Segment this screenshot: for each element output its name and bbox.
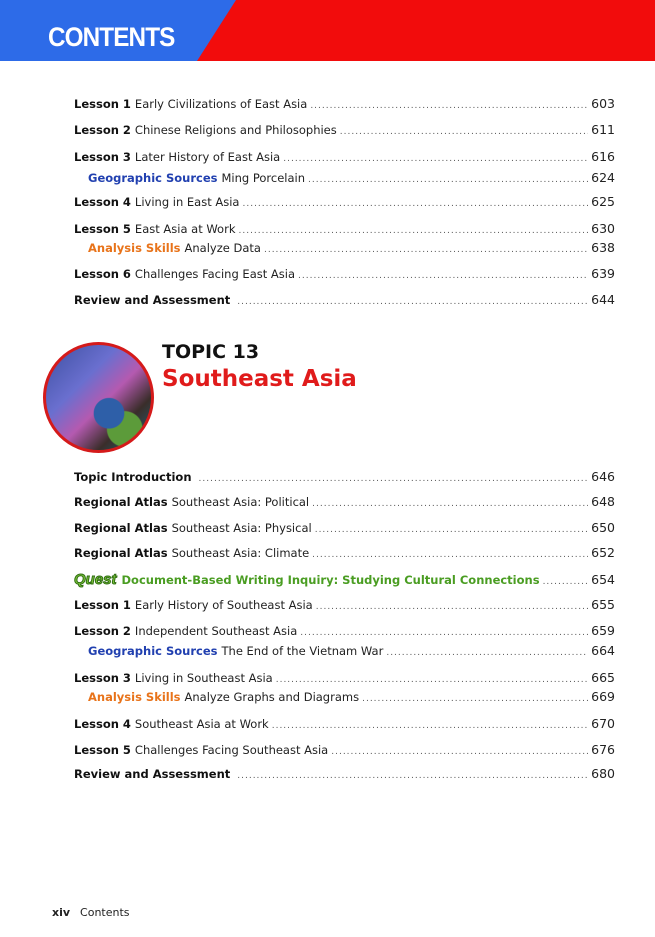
toc-entry[interactable] [74, 597, 615, 612]
dot-leader [242, 199, 588, 209]
toc-entry[interactable] [74, 545, 615, 560]
entry-type: Lesson 1 [74, 97, 131, 111]
dot-leader [386, 648, 588, 658]
entry-title: Living in Southeast Asia [134, 671, 273, 685]
entry-title: Analyze Data [184, 241, 261, 255]
dot-leader [308, 175, 588, 185]
entry-title: Southeast Asia: Physical [171, 521, 312, 535]
toc-entry[interactable] [74, 149, 615, 164]
footer-label: Contents [80, 906, 130, 919]
entry-title: Analyze Graphs and Diagrams [184, 690, 360, 704]
dot-leader [237, 297, 588, 307]
entry-type: Analysis Skills [88, 241, 181, 255]
footer [52, 906, 130, 919]
dot-leader [199, 474, 589, 484]
toc-entry[interactable] [74, 122, 615, 137]
page-number: 646 [591, 469, 615, 484]
toc-entry[interactable] [74, 766, 615, 781]
page-number: 669 [591, 689, 615, 704]
toc-entry[interactable] [74, 623, 615, 638]
page-number: 676 [591, 742, 615, 757]
page-number: 603 [591, 96, 615, 111]
entry-title: Early History of Southeast Asia [134, 598, 313, 612]
page-number: 655 [591, 597, 615, 612]
quest-logo: Quest [74, 571, 117, 588]
toc-entry[interactable] [74, 221, 615, 236]
entry-type: Regional Atlas [74, 521, 168, 535]
entry-type: Lesson 1 [74, 598, 131, 612]
entry-type: Lesson 3 [74, 150, 131, 164]
page-number: 659 [591, 623, 615, 638]
dot-leader [315, 525, 588, 535]
entry-type: Topic Introduction [74, 470, 192, 484]
entry-type: Review and Assessment [74, 293, 231, 307]
entry-type: Regional Atlas [74, 546, 168, 560]
toc-entry[interactable] [74, 292, 615, 307]
toc-entry[interactable] [74, 494, 615, 509]
page-number: 625 [591, 194, 615, 209]
topic-number: TOPIC 13 [162, 341, 260, 363]
entry-title: Later History of East Asia [134, 150, 281, 164]
folio: xiv [52, 906, 71, 919]
entry-title: Southeast Asia: Political [171, 495, 310, 509]
entry-title: Southeast Asia at Work [134, 717, 269, 731]
dot-leader [264, 245, 588, 255]
dot-leader [300, 628, 588, 638]
toc-entry[interactable] [74, 716, 615, 731]
dot-leader [283, 154, 588, 164]
toc-entry[interactable] [74, 469, 615, 484]
toc-entry[interactable] [88, 689, 615, 704]
header-banner [0, 0, 655, 61]
entry-title: Ming Porcelain [221, 171, 306, 185]
dot-leader [316, 602, 588, 612]
page-number: 639 [591, 266, 615, 281]
entry-type: Geographic Sources [88, 644, 218, 658]
entry-title: Challenges Facing East Asia [134, 267, 296, 281]
dot-leader [543, 577, 589, 587]
topic-photo [43, 342, 154, 453]
dot-leader [312, 550, 588, 560]
toc-entry[interactable] [74, 266, 615, 281]
toc-entry[interactable] [74, 670, 615, 685]
page-number: 648 [591, 494, 615, 509]
entry-type: Lesson 5 [74, 222, 131, 236]
entry-type: Lesson 5 [74, 743, 131, 757]
entry-title: Document-Based Writing Inquiry: Studying Cultural Connections [121, 573, 540, 587]
entry-title: Living in East Asia [134, 195, 240, 209]
entry-title: The End of the Vietnam War [221, 644, 384, 658]
entry-type: Lesson 2 [74, 123, 131, 137]
entry-title: Southeast Asia: Climate [171, 546, 310, 560]
page-number: 638 [591, 240, 615, 255]
entry-type: Lesson 4 [74, 717, 131, 731]
page-number: 650 [591, 520, 615, 535]
entry-title: Early Civilizations of East Asia [134, 97, 308, 111]
page-number: 611 [591, 122, 615, 137]
dot-leader [331, 747, 588, 757]
entry-type: Geographic Sources [88, 171, 218, 185]
toc-entry[interactable] [88, 170, 615, 185]
entry-type: Lesson 4 [74, 195, 131, 209]
page-number: 654 [591, 572, 615, 587]
toc-entry[interactable] [74, 194, 615, 209]
dot-leader [237, 771, 588, 781]
entry-type: Lesson 2 [74, 624, 131, 638]
toc-entry[interactable] [74, 571, 615, 588]
dot-leader [298, 271, 588, 281]
page-number: 624 [591, 170, 615, 185]
dot-leader [312, 499, 588, 509]
entry-title: East Asia at Work [134, 222, 236, 236]
page-title: CONTENTS [48, 22, 175, 52]
page-number: 630 [591, 221, 615, 236]
page-number: 644 [591, 292, 615, 307]
toc-entry[interactable] [74, 96, 615, 111]
toc-entry[interactable] [88, 240, 615, 255]
dot-leader [340, 127, 588, 137]
entry-type: Review and Assessment [74, 767, 231, 781]
dot-leader [310, 101, 588, 111]
dot-leader [276, 675, 588, 685]
topic-title: Southeast Asia [162, 366, 357, 392]
page-number: 664 [591, 643, 615, 658]
dot-leader [272, 721, 588, 731]
page-number: 665 [591, 670, 615, 685]
dot-leader [362, 694, 588, 704]
page-number: 652 [591, 545, 615, 560]
entry-title: Challenges Facing Southeast Asia [134, 743, 329, 757]
entry-type: Lesson 6 [74, 267, 131, 281]
entry-title: Chinese Religions and Philosophies [134, 123, 337, 137]
entry-type: Lesson 3 [74, 671, 131, 685]
page-number: 670 [591, 716, 615, 731]
entry-type: Analysis Skills [88, 690, 181, 704]
page-number: 616 [591, 149, 615, 164]
toc-entry[interactable] [88, 643, 615, 658]
dot-leader [238, 226, 588, 236]
toc-entry[interactable] [74, 742, 615, 757]
entry-title: Independent Southeast Asia [134, 624, 298, 638]
page-number: 680 [591, 766, 615, 781]
entry-type: Regional Atlas [74, 495, 168, 509]
toc-entry[interactable] [74, 520, 615, 535]
